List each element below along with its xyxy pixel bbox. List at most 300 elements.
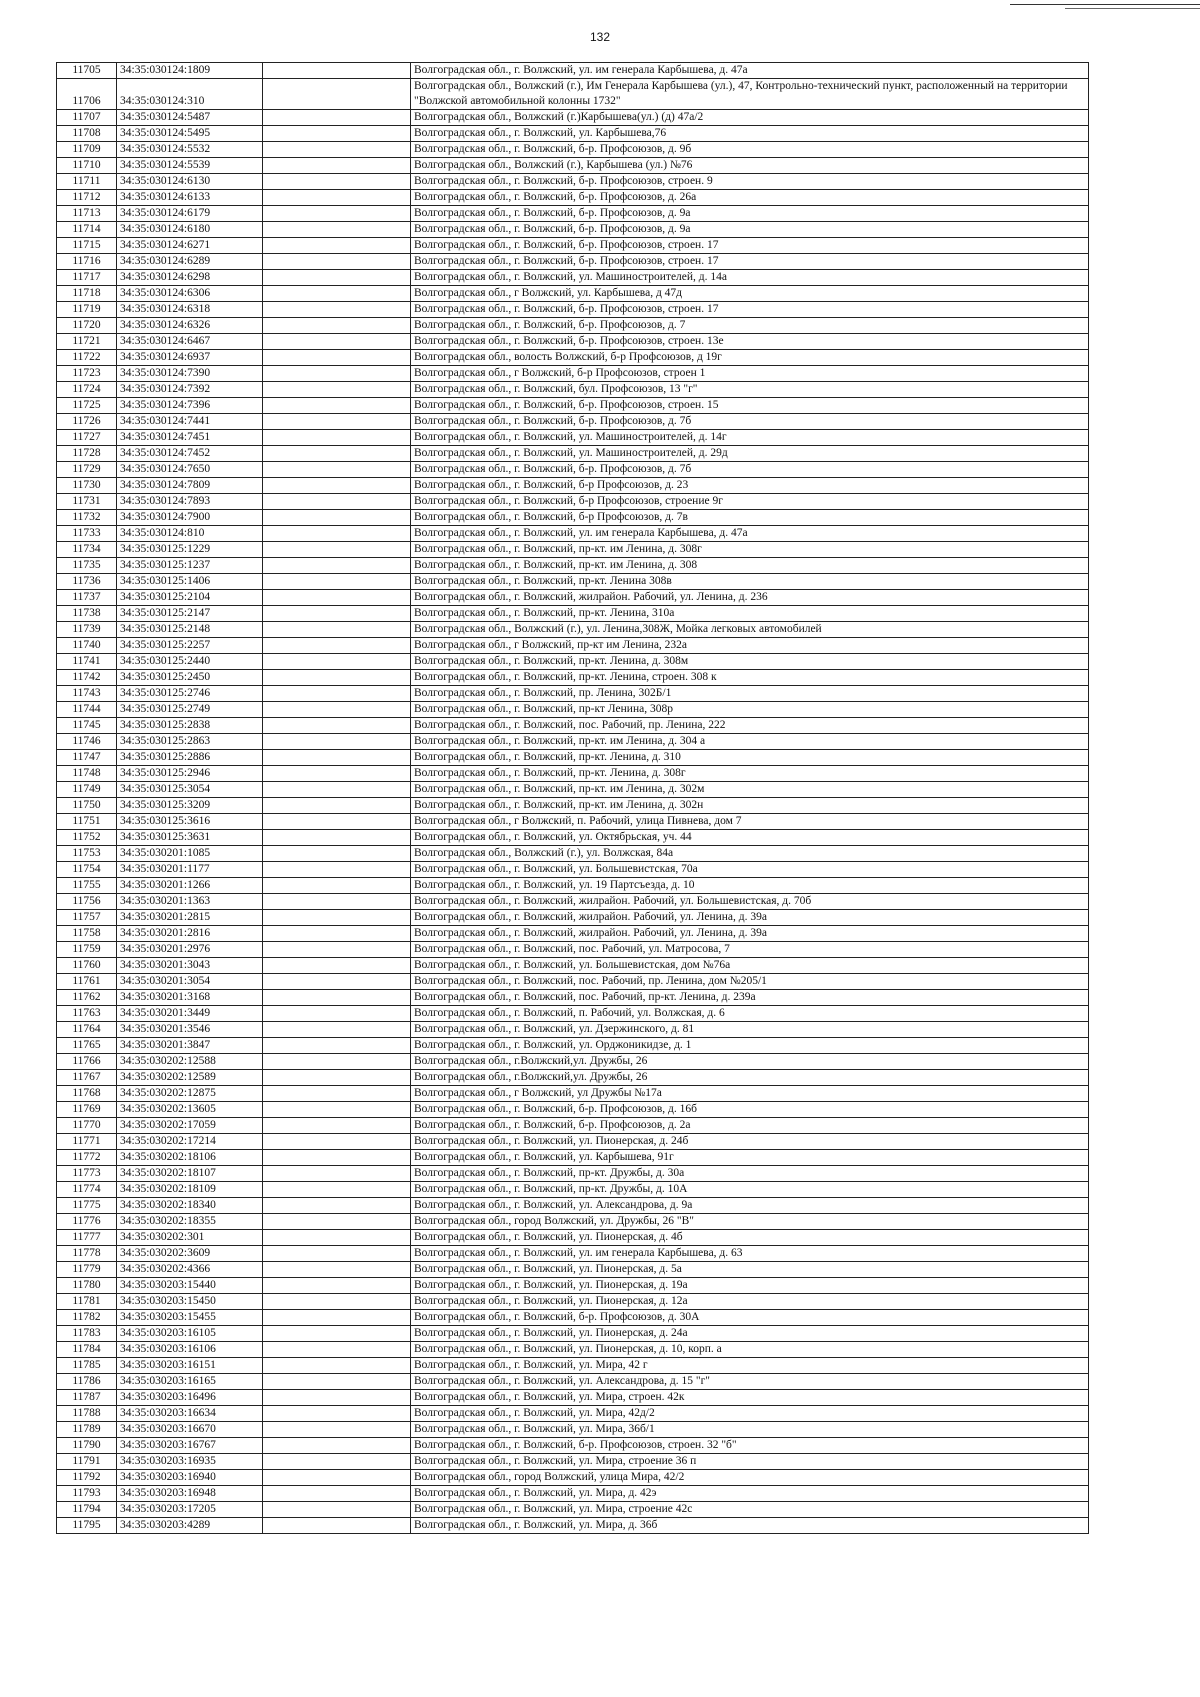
row-number-cell: 11789 [57, 1422, 117, 1438]
cadastral-number-cell: 34:35:030202:4366 [117, 1262, 263, 1278]
page-number: 132 [589, 30, 611, 44]
blank-cell [263, 190, 411, 206]
table-row [57, 1118, 1089, 1134]
cadastral-number-cell: 34:35:030203:16670 [117, 1422, 263, 1438]
row-number-cell: 11738 [57, 606, 117, 622]
cadastral-number-cell: 34:35:030203:16948 [117, 1486, 263, 1502]
row-number-cell: 11774 [57, 1182, 117, 1198]
address-cell: Волгоградская обл., г. Волжский, ул. Карбышева,76 [411, 126, 1089, 142]
address-cell: Волгоградская обл., г. Волжский, жилрайон. Рабочий, ул. Ленина, д. 236 [411, 590, 1089, 606]
address-cell: Волгоградская обл., г. Волжский, б-р. Профсоюзов, д. 16б [411, 1102, 1089, 1118]
table-row [57, 398, 1089, 414]
row-number-cell: 11782 [57, 1310, 117, 1326]
blank-cell [263, 286, 411, 302]
row-number-cell: 11780 [57, 1278, 117, 1294]
blank-cell [263, 510, 411, 526]
address-cell: Волгоградская обл., г Волжский, ул. Карбышева, д 47д [411, 286, 1089, 302]
table-row [57, 79, 1089, 110]
row-number-cell: 11765 [57, 1038, 117, 1054]
cadastral-number-cell: 34:35:030125:1237 [117, 558, 263, 574]
address-cell: Волгоградская обл., г. Волжский, б-р Профсоюзов, д. 23 [411, 478, 1089, 494]
blank-cell [263, 1214, 411, 1230]
address-cell: Волгоградская обл., г. Волжский, пос. Рабочий, пр-кт. Ленина, д. 239а [411, 990, 1089, 1006]
blank-cell [263, 942, 411, 958]
blank-cell [263, 1022, 411, 1038]
row-number-cell: 11752 [57, 830, 117, 846]
blank-cell [263, 974, 411, 990]
cadastral-number-cell: 34:35:030203:16767 [117, 1438, 263, 1454]
row-number-cell: 11745 [57, 718, 117, 734]
cadastral-number-cell: 34:35:030203:16165 [117, 1374, 263, 1390]
address-cell: Волгоградская обл., г. Волжский, жилрайон. Рабочий, ул. Большевистская, д. 70б [411, 894, 1089, 910]
table-row [57, 750, 1089, 766]
table-row [57, 1150, 1089, 1166]
row-number-cell: 11760 [57, 958, 117, 974]
row-number-cell: 11746 [57, 734, 117, 750]
blank-cell [263, 686, 411, 702]
table-row [57, 462, 1089, 478]
row-number-cell: 11790 [57, 1438, 117, 1454]
address-cell: Волгоградская обл., Волжский (г.), Им Генерала Карбышева (ул.), 47, Контрольно-технический пункт, расположенный на территории "Волжской автомобильной колонны 1732" [411, 79, 1089, 110]
table-row [57, 590, 1089, 606]
cadastral-number-cell: 34:35:030202:13605 [117, 1102, 263, 1118]
address-cell: Волгоградская обл., г Волжский, б-р Профсоюзов, строен 1 [411, 366, 1089, 382]
row-number-cell: 11747 [57, 750, 117, 766]
row-number-cell: 11788 [57, 1406, 117, 1422]
table-row [57, 526, 1089, 542]
address-cell: Волгоградская обл., г. Волжский, б-р. Профсоюзов, д. 7б [411, 462, 1089, 478]
blank-cell [263, 1326, 411, 1342]
address-cell: Волгоградская обл., г. Волжский, ул. Мира, д. 42э [411, 1486, 1089, 1502]
row-number-cell: 11725 [57, 398, 117, 414]
table-row [57, 1262, 1089, 1278]
table-row [57, 1246, 1089, 1262]
address-cell: Волгоградская обл., г. Волжский, ул. Александрова, д. 9а [411, 1198, 1089, 1214]
table-row [57, 494, 1089, 510]
blank-cell [263, 702, 411, 718]
cadastral-number-cell: 34:35:030125:2440 [117, 654, 263, 670]
row-number-cell: 11719 [57, 302, 117, 318]
row-number-cell: 11786 [57, 1374, 117, 1390]
row-number-cell: 11758 [57, 926, 117, 942]
address-cell: Волгоградская обл., город Волжский, улица Мира, 42/2 [411, 1470, 1089, 1486]
address-cell: Волгоградская обл., г. Волжский, ул. Мира, 36б/1 [411, 1422, 1089, 1438]
row-number-cell: 11718 [57, 286, 117, 302]
cadastral-number-cell: 34:35:030201:3449 [117, 1006, 263, 1022]
blank-cell [263, 1486, 411, 1502]
address-cell: Волгоградская обл., г Волжский, п. Рабочий, улица Пивнева, дом 7 [411, 814, 1089, 830]
address-cell: Волгоградская обл., г. Волжский, б-р. Профсоюзов, д. 7 [411, 318, 1089, 334]
address-cell: Волгоградская обл., город Волжский, ул. Дружбы, 26 "В" [411, 1214, 1089, 1230]
address-cell: Волгоградская обл., г. Волжский, ул. им генерала Карбышева, д. 47а [411, 526, 1089, 542]
blank-cell [263, 734, 411, 750]
cadastral-number-cell: 34:35:030202:18109 [117, 1182, 263, 1198]
blank-cell [263, 430, 411, 446]
table-row [57, 622, 1089, 638]
row-number-cell: 11773 [57, 1166, 117, 1182]
table-row [57, 1342, 1089, 1358]
cadastral-number-cell: 34:35:030124:7900 [117, 510, 263, 526]
table-row [57, 238, 1089, 254]
cadastral-number-cell: 34:35:030125:3616 [117, 814, 263, 830]
cadastral-number-cell: 34:35:030201:1085 [117, 846, 263, 862]
table-row [57, 766, 1089, 782]
cadastral-number-cell: 34:35:030203:15440 [117, 1278, 263, 1294]
row-number-cell: 11753 [57, 846, 117, 862]
row-number-cell: 11727 [57, 430, 117, 446]
cadastral-number-cell: 34:35:030124:6326 [117, 318, 263, 334]
blank-cell [263, 1406, 411, 1422]
cadastral-number-cell: 34:35:030125:2749 [117, 702, 263, 718]
table-row [57, 1326, 1089, 1342]
table-row [57, 126, 1089, 142]
table-row [57, 974, 1089, 990]
address-cell: Волгоградская обл., г. Волжский, ул. Большевистская, 70а [411, 862, 1089, 878]
row-number-cell: 11777 [57, 1230, 117, 1246]
address-cell: Волгоградская обл., г. Волжский, ул. Карбышева, 91г [411, 1150, 1089, 1166]
table-row [57, 542, 1089, 558]
cadastral-number-cell: 34:35:030124:310 [117, 79, 263, 110]
cadastral-number-cell: 34:35:030124:6130 [117, 174, 263, 190]
table-row [57, 558, 1089, 574]
row-number-cell: 11710 [57, 158, 117, 174]
row-number-cell: 11770 [57, 1118, 117, 1134]
blank-cell [263, 318, 411, 334]
row-number-cell: 11766 [57, 1054, 117, 1070]
blank-cell [263, 270, 411, 286]
blank-cell [263, 414, 411, 430]
table-row [57, 1518, 1089, 1534]
address-cell: Волгоградская обл., г. Волжский, ул. Октябрьская, уч. 44 [411, 830, 1089, 846]
row-number-cell: 11708 [57, 126, 117, 142]
table-row [57, 510, 1089, 526]
blank-cell [263, 238, 411, 254]
address-cell: Волгоградская обл., Волжский (г.), ул. Ленина,308Ж, Мойка легковых автомобилей [411, 622, 1089, 638]
table-row [57, 1054, 1089, 1070]
cadastral-number-cell: 34:35:030125:1229 [117, 542, 263, 558]
cadastral-number-cell: 34:35:030124:7390 [117, 366, 263, 382]
cadastral-number-cell: 34:35:030202:301 [117, 1230, 263, 1246]
cadastral-number-cell: 34:35:030125:2886 [117, 750, 263, 766]
row-number-cell: 11756 [57, 894, 117, 910]
row-number-cell: 11793 [57, 1486, 117, 1502]
blank-cell [263, 1134, 411, 1150]
blank-cell [263, 782, 411, 798]
blank-cell [263, 446, 411, 462]
row-number-cell: 11717 [57, 270, 117, 286]
table-row [57, 174, 1089, 190]
blank-cell [263, 1246, 411, 1262]
table-row [57, 574, 1089, 590]
address-cell: Волгоградская обл., г. Волжский, б-р. Профсоюзов, строен. 15 [411, 398, 1089, 414]
address-cell: Волгоградская обл., г. Волжский, ул. Мира, строение 36 п [411, 1454, 1089, 1470]
row-number-cell: 11791 [57, 1454, 117, 1470]
blank-cell [263, 958, 411, 974]
blank-cell [263, 398, 411, 414]
row-number-cell: 11779 [57, 1262, 117, 1278]
row-number-cell: 11757 [57, 910, 117, 926]
address-cell: Волгоградская обл., г. Волжский, б-р. Профсоюзов, строен. 9 [411, 174, 1089, 190]
table-row [57, 142, 1089, 158]
table-row [57, 1230, 1089, 1246]
cadastral-number-cell: 34:35:030124:5487 [117, 110, 263, 126]
table-row [57, 638, 1089, 654]
blank-cell [263, 1438, 411, 1454]
row-number-cell: 11762 [57, 990, 117, 1006]
address-cell: Волгоградская обл., г. Волжский, пр-кт. Ленина, д. 310 [411, 750, 1089, 766]
blank-cell [263, 990, 411, 1006]
table-row [57, 1358, 1089, 1374]
address-cell: Волгоградская обл., г. Волжский, б-р. Профсоюзов, д. 2а [411, 1118, 1089, 1134]
blank-cell [263, 1422, 411, 1438]
blank-cell [263, 606, 411, 622]
table-row [57, 334, 1089, 350]
blank-cell [263, 814, 411, 830]
cadastral-number-cell: 34:35:030202:17214 [117, 1134, 263, 1150]
row-number-cell: 11728 [57, 446, 117, 462]
address-cell: Волгоградская обл., г. Волжский, ул. Пионерская, д. 12а [411, 1294, 1089, 1310]
blank-cell [263, 366, 411, 382]
blank-cell [263, 1294, 411, 1310]
cadastral-number-cell: 34:35:030201:2976 [117, 942, 263, 958]
address-cell: Волгоградская обл., г. Волжский, ул. Пионерская, д. 4б [411, 1230, 1089, 1246]
cadastral-number-cell: 34:35:030125:3209 [117, 798, 263, 814]
cadastral-number-cell: 34:35:030124:7441 [117, 414, 263, 430]
table-row [57, 1070, 1089, 1086]
table-row [57, 110, 1089, 126]
table-row [57, 846, 1089, 862]
cadastral-number-cell: 34:35:030202:18106 [117, 1150, 263, 1166]
row-number-cell: 11726 [57, 414, 117, 430]
blank-cell [263, 910, 411, 926]
table-row [57, 958, 1089, 974]
row-number-cell: 11734 [57, 542, 117, 558]
row-number-cell: 11784 [57, 1342, 117, 1358]
row-number-cell: 11787 [57, 1390, 117, 1406]
cadastral-number-cell: 34:35:030125:2863 [117, 734, 263, 750]
row-number-cell: 11739 [57, 622, 117, 638]
address-cell: Волгоградская обл., г. Волжский, пр-кт. им Ленина, д. 308г [411, 542, 1089, 558]
cadastral-number-cell: 34:35:030202:17059 [117, 1118, 263, 1134]
cadastral-number-cell: 34:35:030124:6289 [117, 254, 263, 270]
table-row [57, 206, 1089, 222]
cadastral-number-cell: 34:35:030124:6133 [117, 190, 263, 206]
row-number-cell: 11729 [57, 462, 117, 478]
address-cell: Волгоградская обл., г Волжский, пр-кт им Ленина, 232а [411, 638, 1089, 654]
table-row [57, 350, 1089, 366]
address-cell: Волгоградская обл., Волжский (г.), Карбышева (ул.) №76 [411, 158, 1089, 174]
blank-cell [263, 750, 411, 766]
address-cell: Волгоградская обл., г. Волжский, ул. Машиностроителей, д. 14а [411, 270, 1089, 286]
blank-cell [263, 1166, 411, 1182]
blank-cell [263, 462, 411, 478]
row-number-cell: 11763 [57, 1006, 117, 1022]
table-row [57, 430, 1089, 446]
cadastral-number-cell: 34:35:030202:12588 [117, 1054, 263, 1070]
row-number-cell: 11792 [57, 1470, 117, 1486]
blank-cell [263, 1310, 411, 1326]
address-cell: Волгоградская обл., г. Волжский, ул. Пионерская, д. 19а [411, 1278, 1089, 1294]
table-row [57, 1390, 1089, 1406]
blank-cell [263, 878, 411, 894]
blank-cell [263, 1038, 411, 1054]
table-row [57, 1470, 1089, 1486]
row-number-cell: 11706 [57, 79, 117, 110]
cadastral-number-cell: 34:35:030124:7452 [117, 446, 263, 462]
blank-cell [263, 718, 411, 734]
blank-cell [263, 382, 411, 398]
address-cell: Волгоградская обл., г. Волжский, б-р. Профсоюзов, строен. 13е [411, 334, 1089, 350]
blank-cell [263, 622, 411, 638]
row-number-cell: 11761 [57, 974, 117, 990]
cadastral-number-cell: 34:35:030201:1363 [117, 894, 263, 910]
address-cell: Волгоградская обл., г. Волжский, ул. Александрова, д. 15 "г" [411, 1374, 1089, 1390]
blank-cell [263, 494, 411, 510]
table-row [57, 382, 1089, 398]
table-row [57, 1022, 1089, 1038]
cadastral-number-cell: 34:35:030203:16935 [117, 1454, 263, 1470]
table-row [57, 1374, 1089, 1390]
blank-cell [263, 558, 411, 574]
row-number-cell: 11733 [57, 526, 117, 542]
row-number-cell: 11785 [57, 1358, 117, 1374]
table-row [57, 654, 1089, 670]
table-row [57, 158, 1089, 174]
cadastral-number-cell: 34:35:030124:6271 [117, 238, 263, 254]
blank-cell [263, 926, 411, 942]
address-cell: Волгоградская обл., г. Волжский, пос. Рабочий, пр. Ленина, дом №205/1 [411, 974, 1089, 990]
table-row [57, 1294, 1089, 1310]
address-cell: Волгоградская обл., г. Волжский, б-р. Профсоюзов, строен. 17 [411, 254, 1089, 270]
blank-cell [263, 862, 411, 878]
address-cell: Волгоградская обл., г. Волжский, б-р. Профсоюзов, строен. 17 [411, 302, 1089, 318]
address-cell: Волгоградская обл., г. Волжский, ул. Мира, 42д/2 [411, 1406, 1089, 1422]
address-cell: Волгоградская обл., Волжский (г.)Карбышева(ул.) (д) 47а/2 [411, 110, 1089, 126]
blank-cell [263, 1182, 411, 1198]
row-number-cell: 11754 [57, 862, 117, 878]
row-number-cell: 11759 [57, 942, 117, 958]
table-row [57, 1422, 1089, 1438]
cadastral-number-cell: 34:35:030125:2147 [117, 606, 263, 622]
table-row [57, 862, 1089, 878]
table-row [57, 606, 1089, 622]
row-number-cell: 11794 [57, 1502, 117, 1518]
table-row [57, 366, 1089, 382]
address-cell: Волгоградская обл., г. Волжский, пр-кт. Ленина, 310а [411, 606, 1089, 622]
cadastral-number-cell: 34:35:030124:6318 [117, 302, 263, 318]
blank-cell [263, 254, 411, 270]
address-cell: Волгоградская обл., г.Волжский,ул. Дружбы, 26 [411, 1054, 1089, 1070]
address-cell: Волгоградская обл., г. Волжский, пр-кт. Дружбы, д. 10А [411, 1182, 1089, 1198]
address-cell: Волгоградская обл., г. Волжский, пос. Рабочий, ул. Матросова, 7 [411, 942, 1089, 958]
address-cell: Волгоградская обл., г. Волжский, б-р. Профсоюзов, д. 9б [411, 142, 1089, 158]
row-number-cell: 11732 [57, 510, 117, 526]
address-cell: Волгоградская обл., г. Волжский, б-р. Профсоюзов, д. 26а [411, 190, 1089, 206]
table-row [57, 446, 1089, 462]
scan-edge-line [1010, 4, 1200, 5]
address-cell: Волгоградская обл., г. Волжский, пр-кт. им Ленина, д. 308 [411, 558, 1089, 574]
row-number-cell: 11705 [57, 63, 117, 79]
address-cell: Волгоградская обл., г. Волжский, пр-кт. им Ленина, д. 302н [411, 798, 1089, 814]
table-row [57, 1086, 1089, 1102]
blank-cell [263, 350, 411, 366]
row-number-cell: 11755 [57, 878, 117, 894]
blank-cell [263, 63, 411, 79]
cadastral-number-cell: 34:35:030201:3168 [117, 990, 263, 1006]
blank-cell [263, 894, 411, 910]
table-row [57, 318, 1089, 334]
cadastral-number-cell: 34:35:030125:2257 [117, 638, 263, 654]
row-number-cell: 11751 [57, 814, 117, 830]
blank-cell [263, 1054, 411, 1070]
table-row [57, 1406, 1089, 1422]
table-row [57, 254, 1089, 270]
table-row [57, 1102, 1089, 1118]
cadastral-number-cell: 34:35:030203:16496 [117, 1390, 263, 1406]
table-row [57, 190, 1089, 206]
cadastral-number-cell: 34:35:030125:2946 [117, 766, 263, 782]
row-number-cell: 11737 [57, 590, 117, 606]
table-row [57, 1038, 1089, 1054]
address-cell: Волгоградская обл., г. Волжский, б-р. Профсоюзов, д. 9а [411, 222, 1089, 238]
blank-cell [263, 654, 411, 670]
blank-cell [263, 302, 411, 318]
cadastral-number-cell: 34:35:030203:15455 [117, 1310, 263, 1326]
row-number-cell: 11772 [57, 1150, 117, 1166]
row-number-cell: 11713 [57, 206, 117, 222]
cadastral-number-cell: 34:35:030201:3054 [117, 974, 263, 990]
address-cell: Волгоградская обл., г. Волжский, б-р Профсоюзов, строение 9г [411, 494, 1089, 510]
cadastral-number-cell: 34:35:030203:16106 [117, 1342, 263, 1358]
address-cell: Волгоградская обл., г. Волжский, пр-кт. Ленина, д. 308м [411, 654, 1089, 670]
blank-cell [263, 1118, 411, 1134]
address-cell: Волгоградская обл., г. Волжский, пр-кт. Ленина, строен. 308 к [411, 670, 1089, 686]
address-cell: Волгоградская обл., г. Волжский, б-р. Профсоюзов, строен. 32 "б" [411, 1438, 1089, 1454]
table-row [57, 894, 1089, 910]
row-number-cell: 11730 [57, 478, 117, 494]
cadastral-number-cell: 34:35:030124:7392 [117, 382, 263, 398]
address-cell: Волгоградская обл., г. Волжский, ул. Пионерская, д. 5а [411, 1262, 1089, 1278]
row-number-cell: 11742 [57, 670, 117, 686]
blank-cell [263, 846, 411, 862]
cadastral-number-cell: 34:35:030203:16940 [117, 1470, 263, 1486]
address-cell: Волгоградская обл., г. Волжский, ул. Орджоникидзе, д. 1 [411, 1038, 1089, 1054]
address-cell: Волгоградская обл., г. Волжский, ул. Пионерская, д. 24а [411, 1326, 1089, 1342]
cadastral-number-cell: 34:35:030202:18107 [117, 1166, 263, 1182]
table-row [57, 814, 1089, 830]
cadastral-number-cell: 34:35:030124:7809 [117, 478, 263, 494]
cadastral-number-cell: 34:35:030124:5539 [117, 158, 263, 174]
table-row [57, 1454, 1089, 1470]
blank-cell [263, 1470, 411, 1486]
cadastral-number-cell: 34:35:030124:5532 [117, 142, 263, 158]
blank-cell [263, 1390, 411, 1406]
row-number-cell: 11720 [57, 318, 117, 334]
cadastral-number-cell: 34:35:030201:2816 [117, 926, 263, 942]
row-number-cell: 11749 [57, 782, 117, 798]
row-number-cell: 11715 [57, 238, 117, 254]
address-cell: Волгоградская обл., г. Волжский, пр-кт. им Ленина, д. 304 а [411, 734, 1089, 750]
cadastral-number-cell: 34:35:030124:6298 [117, 270, 263, 286]
cadastral-number-cell: 34:35:030124:7650 [117, 462, 263, 478]
table-row [57, 1006, 1089, 1022]
table-row [57, 1166, 1089, 1182]
blank-cell [263, 1502, 411, 1518]
cadastral-number-cell: 34:35:030124:6467 [117, 334, 263, 350]
cadastral-number-cell: 34:35:030125:1406 [117, 574, 263, 590]
address-cell: Волгоградская обл., г.Волжский,ул. Дружбы, 26 [411, 1070, 1089, 1086]
blank-cell [263, 638, 411, 654]
